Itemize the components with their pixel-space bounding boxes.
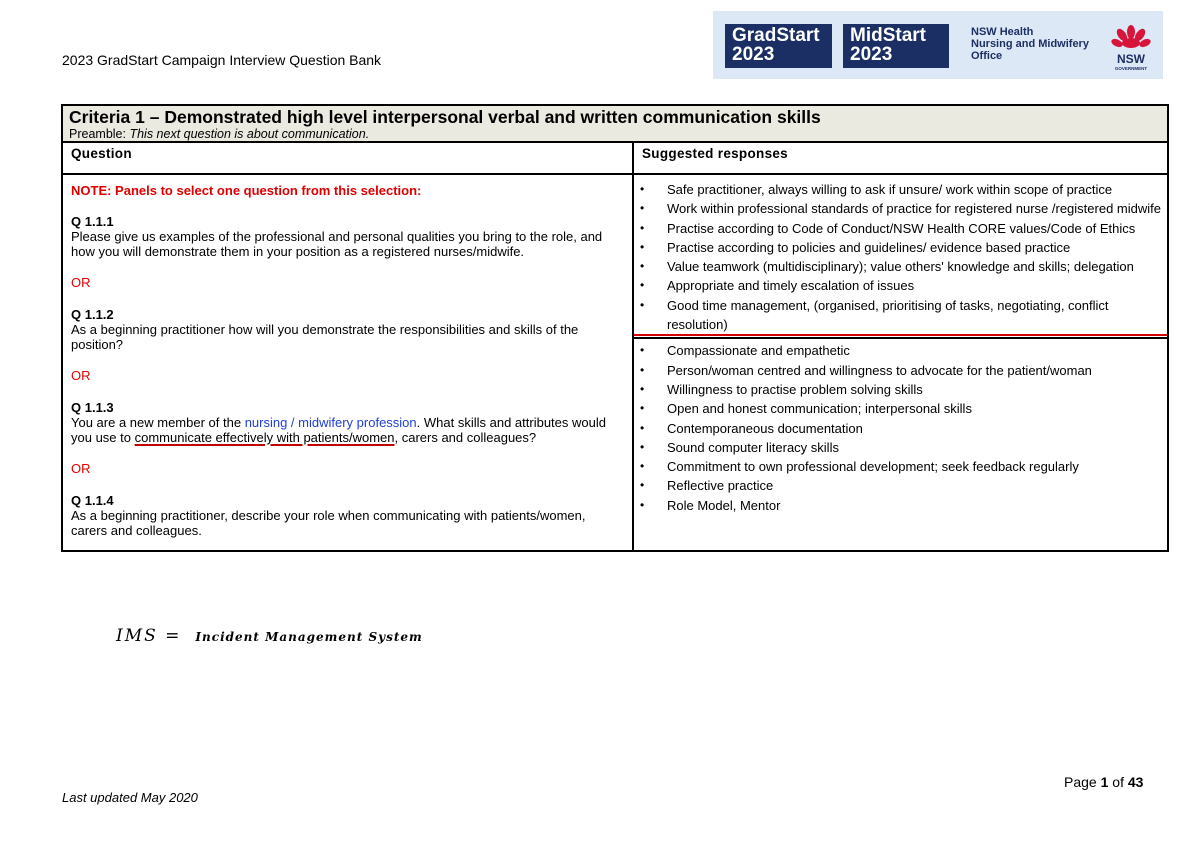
q3-text-part: . What skills and attributes would you use to (71, 415, 606, 445)
response-item: • Commitment to own professional development; seek feedback regularly (640, 457, 1161, 476)
gradstart-logo-year: 2023 (732, 44, 775, 65)
question-text: Please give us examples of the professional and personal qualities you bring to the role, and how you will demonstrate them in your position as a registered nurses/midwife. (71, 229, 603, 259)
q3-handwritten-underline: communicate effectively with patients/women (134, 430, 395, 445)
page-total: 43 (1127, 774, 1144, 790)
question-text: As a beginning practitioner how will you demonstrate the responsibilities and skills of the position? (71, 322, 579, 352)
questions-cell (62, 174, 633, 551)
column-header-question: Question (62, 142, 633, 174)
response-item: • Good time management, (organised, prioritising of tasks, negotiating, conflict resolution) (640, 296, 1161, 335)
responses-list-group-1 (634, 175, 1167, 334)
office-line-2: Nursing and Midwifery (971, 38, 1089, 50)
response-item: • Work within professional standards of practice for registered nurse /registered midwife (640, 199, 1161, 218)
page-prefix: Page (1064, 774, 1101, 790)
question-number: Q 1.1.2 (71, 307, 114, 322)
preamble-text: This next question is about communication. (129, 127, 370, 141)
response-item: • Contemporaneous documentation (640, 419, 1161, 438)
preamble (69, 127, 1161, 141)
response-item: • Sound computer literacy skills (640, 438, 1161, 457)
logo-banner (713, 11, 1163, 79)
response-item: • Willingness to practise problem solving skills (640, 380, 1161, 399)
q3-text-part: You are a new member of the (71, 415, 245, 430)
responses-cell (633, 174, 1168, 551)
page-current: 1 (1100, 774, 1109, 790)
handwritten-abbr: IMS = (116, 626, 182, 646)
last-updated: Last updated May 2020 (62, 790, 198, 805)
response-item: • Safe practitioner, always willing to ask if unsure/ work within scope of practice (640, 180, 1161, 199)
criteria-table (61, 104, 1169, 552)
responses-list-group-2 (634, 339, 1167, 515)
criteria-header (62, 105, 1168, 142)
or-separator: OR (71, 275, 91, 290)
midstart-logo-year: 2023 (850, 44, 893, 65)
gradstart-logo-text: GradStart (732, 25, 820, 46)
response-item: • Practise according to policies and guidelines/ evidence based practice (640, 238, 1161, 257)
question-text (71, 415, 624, 445)
gradstart-logo (725, 24, 832, 68)
handwritten-note (116, 626, 423, 646)
criteria-title: Criteria 1 – Demonstrated high level interpersonal verbal and written communication skills (69, 107, 821, 127)
question-text: As a beginning practitioner, describe your role when communicating with patients/women, carers and colleagues. (71, 508, 586, 538)
office-line-1: NSW Health (971, 26, 1034, 38)
response-item: • Value teamwork (multidisciplinary); value others' knowledge and skills; delegation (640, 257, 1161, 276)
preamble-label: Preamble: (69, 127, 130, 141)
nsw-logo-text: NSW (1117, 52, 1145, 66)
nsw-government-waratah-icon (1109, 22, 1153, 72)
panel-note: NOTE: Panels to select one question from this selection: (71, 183, 422, 198)
nsw-logo-subtext: GOVERNMENT (1114, 66, 1148, 71)
nsw-health-office-label (971, 26, 1089, 62)
response-item: • Reflective practice (640, 476, 1161, 495)
response-item: • Compassionate and empathetic (640, 341, 1161, 360)
q3-text-part: , carers and colleagues? (394, 430, 537, 445)
question-number: Q 1.1.4 (71, 493, 114, 508)
midstart-logo-text: MidStart (850, 25, 926, 46)
office-line-3: Office (971, 50, 1003, 62)
response-item: • Practise according to Code of Conduct/NSW Health CORE values/Code of Ethics (640, 219, 1161, 238)
column-header-responses: Suggested responses (633, 142, 1168, 174)
document-title: 2023 GradStart Campaign Interview Question Bank (62, 52, 382, 68)
q3-highlight-blue: nursing / midwifery profession (244, 415, 417, 430)
page-of: of (1108, 774, 1128, 790)
handwritten-meaning: Incident Management System (195, 630, 423, 644)
response-item: • Open and honest communication; interpersonal skills (640, 399, 1161, 418)
or-separator: OR (71, 461, 91, 476)
question-number: Q 1.1.1 (71, 214, 114, 229)
question-number: Q 1.1.3 (71, 400, 114, 415)
response-item: • Role Model, Mentor (640, 496, 1161, 515)
response-item: • Person/woman centred and willingness to advocate for the patient/woman (640, 361, 1161, 380)
or-separator: OR (71, 368, 91, 383)
handwritten-red-line (634, 334, 1167, 336)
responses-divider (634, 337, 1167, 339)
page-number (1064, 774, 1143, 790)
midstart-logo (843, 24, 949, 68)
response-item: • Appropriate and timely escalation of issues (640, 276, 1161, 295)
